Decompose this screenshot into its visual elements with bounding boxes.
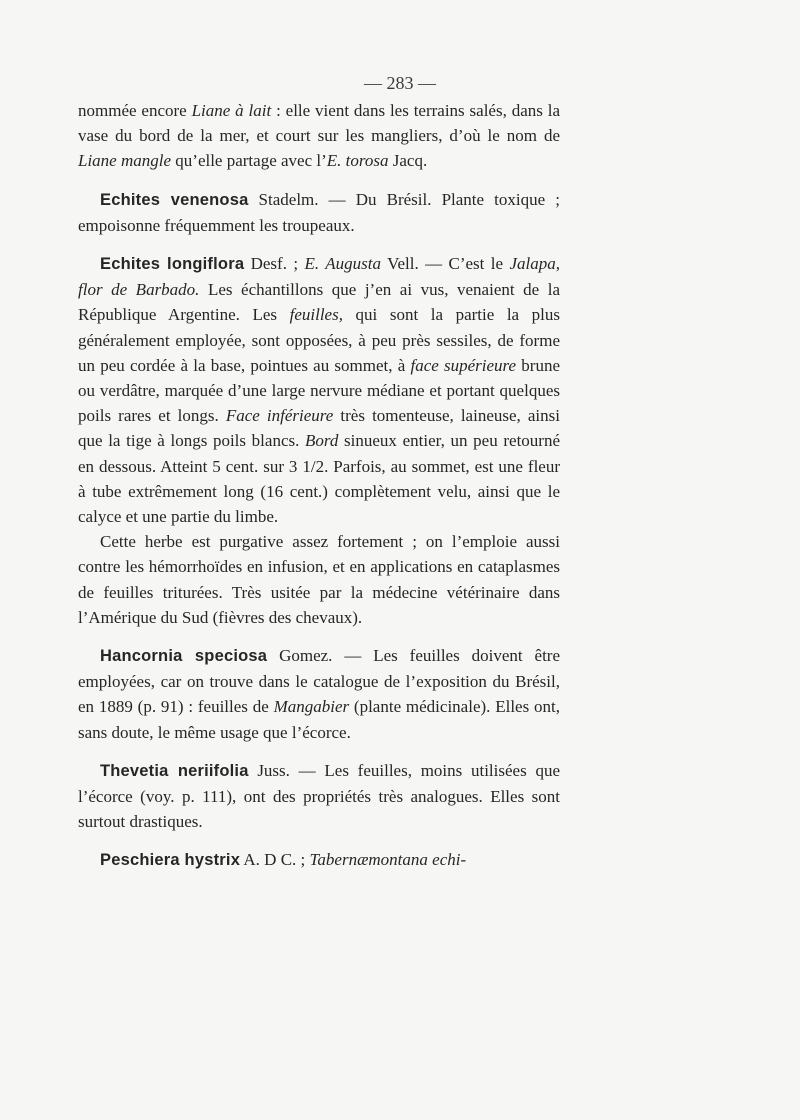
paragraph-liane <box>78 98 560 174</box>
text-run: Jacq. <box>388 151 428 171</box>
text-run: brune ou verdâtre, marquée d’une large nervure médiane et portant quelques poils rares et longs. <box>78 355 560 426</box>
body-text <box>78 98 560 874</box>
species-heading: Echites longiflora <box>100 255 245 274</box>
text-run: Vell. — C’est le <box>380 254 510 274</box>
text-run: Stadelm. — Du Brésil. Plante toxique ; empoisonne fréquemment les troupeaux. <box>78 189 560 235</box>
text-run: Desf. ; <box>244 254 305 274</box>
text-run: Gomez. — Les feuilles doivent être employées, car on trouve dans le catalogue de l’exposition du Brésil, en 1889 (p. 91) : feuilles de <box>78 646 560 717</box>
text-run: Juss. — Les feuilles, moins utilisées que l’écorce (voy. p. 111), ont des propriétés très analogues. Elles sont surtout drastiques. <box>78 760 560 832</box>
italic-run: Jalapa, flor de Barbado. <box>78 254 561 300</box>
species-heading: Peschiera hystrix <box>100 851 241 870</box>
italic-run: Liane à lait <box>191 101 272 120</box>
paragraph-usage <box>78 529 560 630</box>
italic-run: Mangabier <box>273 697 350 717</box>
text-run: (plante médicinale). Elles ont, sans doute, le même usage que l’écorce. <box>78 697 560 742</box>
italic-run: Bord <box>305 431 339 451</box>
text-run: : elle vient dans les terrains salés, dans la vase du bord de la mer, et court sur les mangliers, d’où le nom de <box>78 101 560 146</box>
species-heading: Thevetia neriifolia <box>100 761 249 780</box>
italic-run: Liane mangle <box>78 151 172 171</box>
entry-thevetia-neriifolia <box>78 758 560 835</box>
text-run: très tomenteuse, laineuse, ainsi que la tige à longs poils blancs. <box>78 406 560 451</box>
text-run: A. D C. ; <box>240 850 310 870</box>
species-heading: Echites venenosa <box>100 190 249 209</box>
text-run: Cette herbe est purgative assez fortement ; on l’emploie aussi contre les hémorrhoïdes en infusion, et en applications en cataplasmes de feuilles triturées. Très usitée par la médecine vétérinaire dans l’Amérique du Sud (fièvres des chevaux). <box>78 532 560 627</box>
entry-hancornia-speciosa <box>78 643 560 745</box>
italic-run: E. torosa <box>326 151 389 171</box>
entry-echites-venenosa <box>78 187 560 238</box>
species-heading: Hancornia speciosa <box>100 647 268 666</box>
italic-run: Tabernæmontana echi- <box>309 850 467 870</box>
italic-run: face supérieure <box>410 355 517 375</box>
italic-run: feuilles, <box>289 305 343 325</box>
text-run: Les échantillons que j’en ai vus, venaient de la République Argentine. Les <box>78 280 560 325</box>
page-number: — 283 — <box>364 73 436 93</box>
text-run: qu’elle partage avec l’ <box>171 151 327 171</box>
text-run: nommée encore <box>78 101 192 120</box>
text-run: sinueux entier, un peu retourné en dessous. Atteint 5 cent. sur 3 1/2. Parfois, au sommet, est une fleur à tube extrêmement long (16 cent.) complètement velu, ainsi que le calyce et une partie du limbe. <box>78 431 560 527</box>
italic-run: E. Augusta <box>304 254 381 274</box>
entry-echites-longiflora <box>78 251 560 529</box>
text-run: qui sont la partie la plus généralement employée, sont opposées, à peu près sessiles, de forme un peu cordée à la base, pointues au sommet, à <box>78 305 561 375</box>
entry-peschiera-hystrix <box>78 847 560 873</box>
italic-run: Face inférieure <box>225 406 334 426</box>
